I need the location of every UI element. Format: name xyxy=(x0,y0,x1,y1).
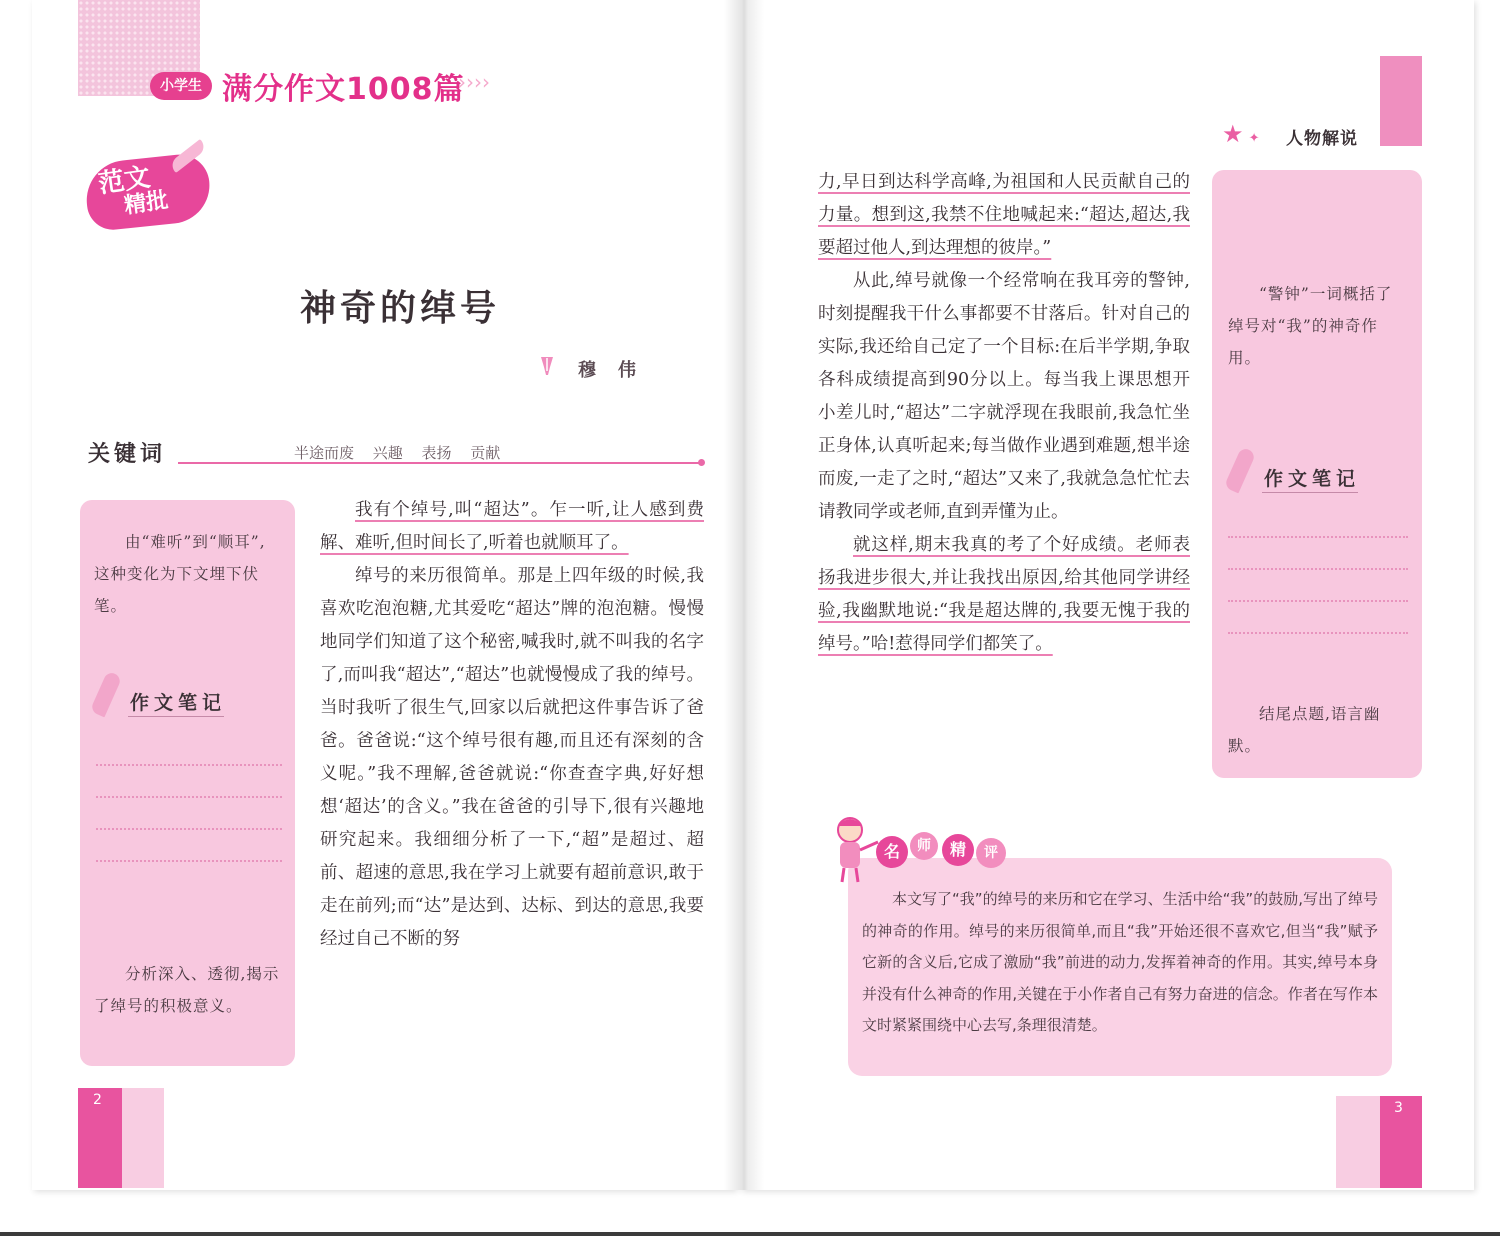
annotation-note-text: “警钟”一词概括了绰号对“我”的神奇作用。 xyxy=(1228,285,1393,367)
series-badge: 小学生 xyxy=(150,72,212,100)
note-line xyxy=(96,796,282,798)
note-line xyxy=(1228,600,1408,602)
badge-label-2: 精批 xyxy=(122,188,170,219)
author-name: 穆伟 xyxy=(578,360,658,381)
annotation-note xyxy=(94,526,282,622)
article-body-left xyxy=(320,494,704,956)
writing-notes-title: 作文笔记 xyxy=(1264,468,1361,490)
writing-notes-title: 作文笔记 xyxy=(130,692,227,714)
annotation-note-text: 由“难听”到“顺耳”,这种变化为下文埋下伏笔。 xyxy=(94,533,266,615)
paragraph xyxy=(320,494,704,560)
writing-notes-underline xyxy=(1262,492,1358,493)
note-line xyxy=(96,828,282,830)
annotation-note-text: 分析深入、透彻,揭示了绰号的积极意义。 xyxy=(94,965,280,1015)
book-spine xyxy=(724,0,764,1190)
keywords-list: 半途而废 兴趣 表扬 贡献 xyxy=(294,444,501,462)
paragraph xyxy=(818,529,1190,661)
comment-label-char: 师 xyxy=(910,832,938,860)
article-body-right xyxy=(818,166,1190,661)
paragraph: 绰号的来历很简单。那是上四年级的时候,我喜欢吃泡泡糖,尤其爱吃“超达”牌的泡泡糖。慢慢地同学们知道了这个秘密,喊我时,就不叫我的名字了,而叫我“超达”,“超达”也就慢慢成了我的绰号。当时我听了很生气,回家以后就把这件事告诉了爸爸。爸爸说:“这个绰号很有趣,而且还有深刻的含义呢。”我不理解,爸爸就说:“你查查字典,好好想想‘超达’的含义。”我在爸爸的引导下,很有兴趣地研究起来。我细细分析了一下,“超”是超过、超前、超速的意思,我在学习上就要有超前意识,敢于走在前列;而“达”是达到、达标、到达的意思,我要经过自己不断的努 xyxy=(320,566,704,949)
note-line xyxy=(1228,536,1408,538)
underlined-text: 就这样,期末我真的考了个好成绩。老师表扬我进步很大,并让我找出原因,给其他同学讲经验,我幽默地说:“我是超达牌的,我要无愧于我的绰号。”哈!惹得同学们都笑了。 xyxy=(818,535,1190,654)
badge-label-1: 范文 xyxy=(96,162,153,200)
chevron-arrows-icon: ›››› xyxy=(458,70,490,94)
annotation-note xyxy=(94,958,282,1022)
star-icon: ★ ✦ xyxy=(1222,120,1260,148)
section-tab xyxy=(1380,56,1422,146)
writing-notes-underline xyxy=(128,716,224,717)
section-title: 人物解说 xyxy=(1286,129,1358,149)
annotation-note xyxy=(1228,698,1408,762)
annotation-note xyxy=(1228,278,1408,374)
paragraph xyxy=(818,166,1190,265)
page-number: 2 xyxy=(93,1092,102,1108)
note-line xyxy=(1228,568,1408,570)
paragraph: 从此,绰号就像一个经常响在我耳旁的警钟,时刻提醒我干什么事都要不甘落后。针对自己的实际,我还给自己定了一个目标:在后半学期,争取各科成绩提高到90分以上。每当我上课思想开小差儿时,“超达”二字就浮现在我眼前,我急忙坐正身体,认真听起来;每当做作业遇到难题,想半途而废,一走了之时,“超达”又来了,我就急急忙忙去请教同学或老师,直到弄懂为止。 xyxy=(818,271,1190,522)
teacher-comment-text: 本文写了“我”的绰号的来历和它在学习、生活中给“我”的鼓励,写出了绰号的神奇的作用。绰号的来历很简单,而且“我”开始还很不喜欢它,但当“我”赋予它新的含义后,它成了激励“我”前进的动力,发挥着神奇的作用。其实,绰号本身并没有什么神奇的作用,关键在于小作者自己有努力奋进的信念。作者在写作本文时紧紧围绕中心去写,条理很清楚。 xyxy=(862,890,1378,1034)
underlined-text: 我有个绰号,叫“超达”。乍一听,让人感到费解、难听,但时间长了,听着也就顺耳了。 xyxy=(320,500,704,553)
article-title: 神奇的绰号 xyxy=(299,287,500,329)
keywords-label: 关键词 xyxy=(88,442,167,467)
comment-label-char: 名 xyxy=(876,836,908,868)
comment-label-char: 评 xyxy=(976,838,1006,868)
writing-notes-header xyxy=(98,672,288,732)
note-line xyxy=(96,764,282,766)
teacher-comment xyxy=(862,884,1378,1042)
page-number: 3 xyxy=(1394,1100,1403,1116)
keywords-divider xyxy=(178,462,702,464)
pen-icon xyxy=(538,355,556,377)
note-line xyxy=(96,860,282,862)
keywords-divider-dot xyxy=(698,459,705,466)
writing-notes-header xyxy=(1232,448,1412,508)
bottom-divider xyxy=(0,1232,1500,1236)
annotation-note-text: 结尾点题,语言幽默。 xyxy=(1228,705,1381,755)
comment-label-char: 精 xyxy=(942,834,974,866)
underlined-text: 力,早日到达科学高峰,为祖国和人民贡献自己的力量。想到这,我禁不住地喊起来:“超达,超达,我要超过他人,到达理想的彼岸。” xyxy=(818,172,1190,258)
book-title: 满分作文1008篇 xyxy=(222,72,465,107)
note-line xyxy=(1228,632,1408,634)
page-tab-light xyxy=(1336,1096,1380,1188)
page-tab-light xyxy=(122,1088,164,1188)
